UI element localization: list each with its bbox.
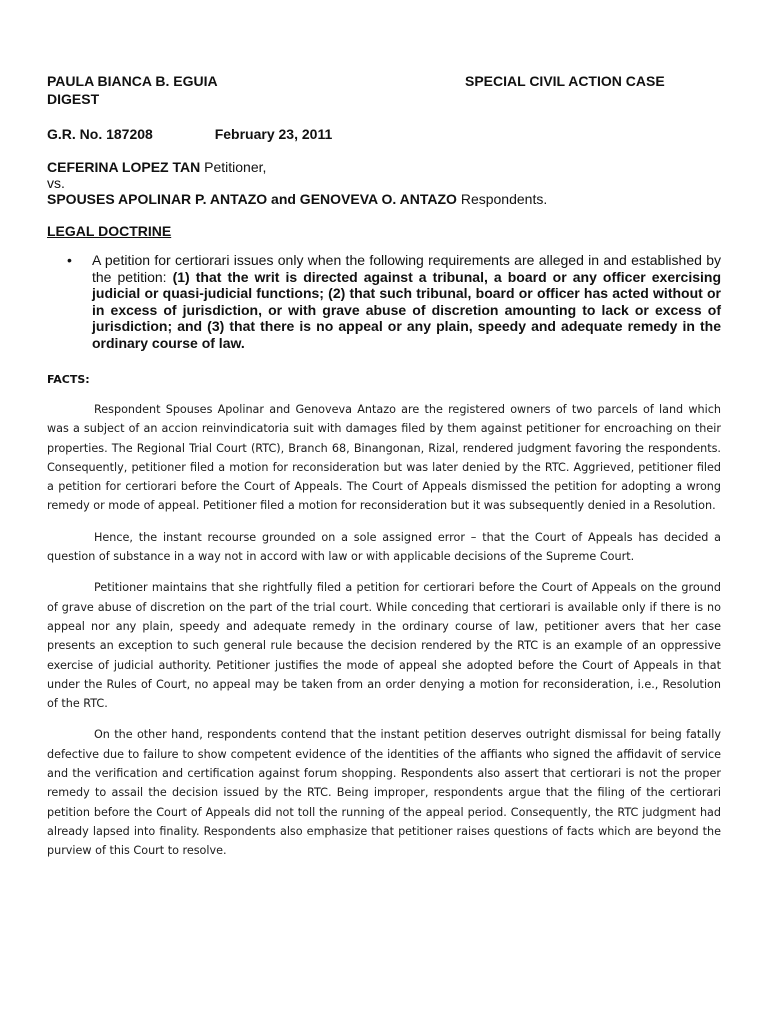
versus: vs.: [47, 175, 65, 191]
respondent-name: SPOUSES APOLINAR P. ANTAZO and GENOVEVA O. ANTAZO: [47, 191, 457, 207]
legal-doctrine-heading: LEGAL DOCTRINE: [47, 223, 172, 239]
facts-heading: FACTS:: [47, 373, 90, 386]
facts-body: [47, 400, 721, 861]
case-type-continued: DIGEST: [47, 91, 100, 107]
bullet-icon: •: [67, 252, 72, 268]
document-header: [47, 72, 721, 108]
legal-doctrine-item: [47, 252, 721, 351]
case-type: SPECIAL CIVIL ACTION CASE: [465, 73, 665, 89]
petitioner-line: [47, 159, 721, 175]
case-parties: [47, 159, 721, 207]
respondent-role: Respondents.: [460, 191, 548, 207]
facts-paragraph: Petitioner maintains that she rightfully filed a petition for certiorari before the Court of Appeals on the ground of grave abuse of discretion on the part of the trial court. While conceding that certiorari is available only if there is no appeal nor any plain, speedy and adequate remedy in the ordinary course of law, petitioner avers that her case presents an exception to such general rule because the decision rendered by the RTC is an example of an oppressive exercise of judicial authority. Petitioner justifies the mode of appeal she adopted before the Court of Appeals in that under the Rules of Court, no appeal may be taken from an order denying a motion for reconsideration, i.e., Resolution of the RTC.: [47, 581, 721, 711]
gr-number: G.R. No. 187208: [47, 126, 153, 142]
doctrine-requirements: (1) that the writ is directed against a tribunal, a board or any officer exercising judicial or quasi-judicial functions; (2) that such tribunal, board or officer has acted without or in excess of jurisdiction, or with grave abuse of discretion amounting to lack or excess of jurisdiction; and (3) that there is no appeal or any plain, speedy and adequate remedy in the ordinary course of law.: [92, 268, 722, 351]
case-date: February 23, 2011: [214, 126, 333, 142]
facts-paragraph: Respondent Spouses Apolinar and Genoveva Antazo are the registered owners of two parcels of land which was a subject of an accion reinvindicatoria suit with damages filed by them against petitioner for encroaching on their properties. The Regional Trial Court (RTC), Branch 68, Binangonan, Rizal, rendered judgment favoring the respondents. Consequently, petitioner filed a motion for reconsideration but was later denied by the RTC. Aggrieved, petitioner filed a petition for certiorari before the Court of Appeals. The Court of Appeals dismissed the petition for adopting a wrong remedy or mode of appeal. Petitioner filed a motion for reconsideration but it was subsequently denied in a Resolution.: [47, 403, 721, 513]
respondent-line: [47, 191, 721, 207]
petitioner-name: CEFERINA LOPEZ TAN: [47, 159, 201, 175]
facts-paragraph: On the other hand, respondents contend that the instant petition deserves outright dismissal for being fatally defective due to failure to show competent evidence of the identities of the affiants who signed the affidavit of service and the verification and certification against forum shopping. Respondents also assert that certiorari is not the proper remedy to assail the decision issued by the RTC. Being improper, respondents argue that the filing of the certiorari petition before the Court of Appeals did not toll the running of the appeal period. Consequently, the RTC judgment had already lapsed into finality. Respondents also emphasize that petitioner raises questions of facts which are beyond the purview of this Court to resolve.: [47, 728, 721, 858]
case-reference: [47, 125, 721, 143]
petitioner-role: Petitioner,: [204, 159, 267, 175]
author-name: PAULA BIANCA B. EGUIA: [47, 73, 218, 89]
doctrine-intro: A petition for certiorari issues only when the following requirements are alleged in and established by the petition:: [92, 252, 721, 285]
facts-paragraph: Hence, the instant recourse grounded on a sole assigned error – that the Court of Appeals has decided a question of substance in a way not in accord with law or with applicable decisions of the Supreme Court.: [47, 530, 721, 564]
